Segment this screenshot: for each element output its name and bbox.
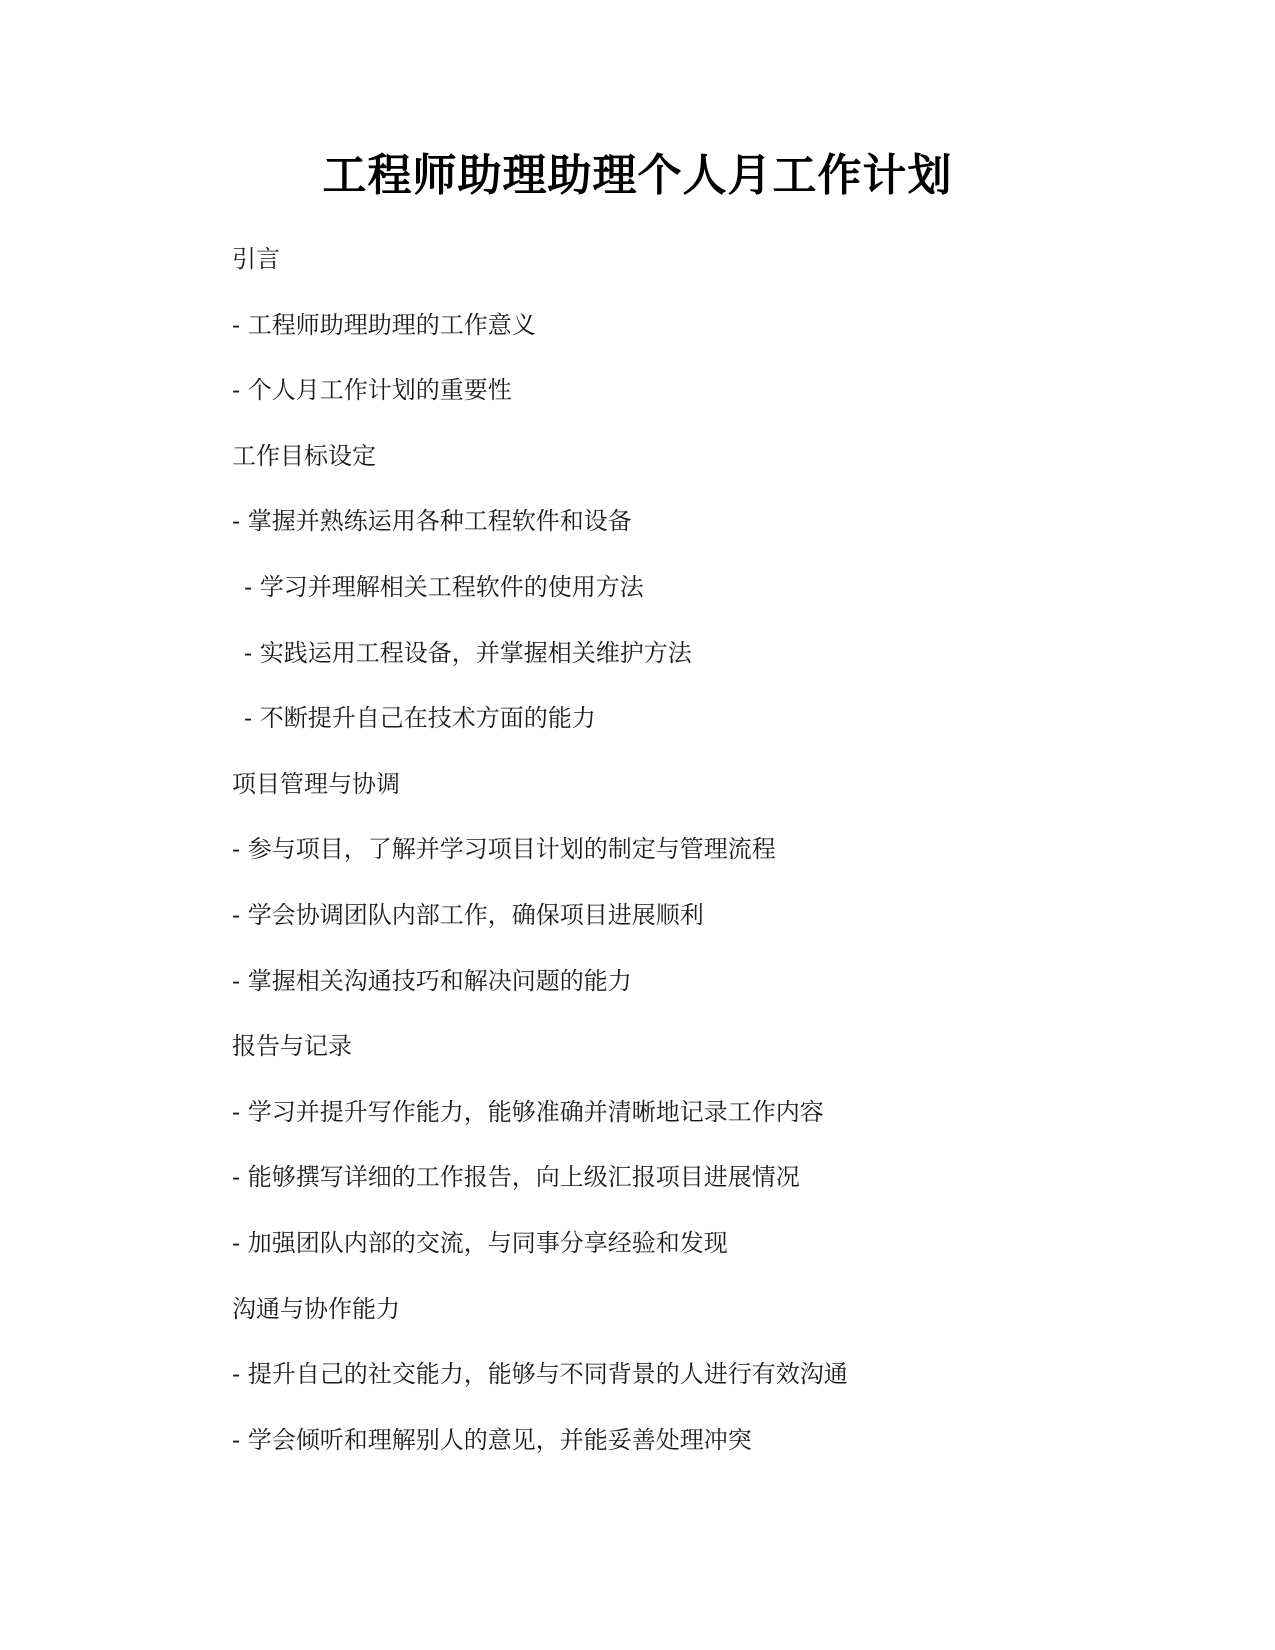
section-heading: 工作目标设定 [232, 441, 376, 470]
list-item: - 学习并理解相关工程软件的使用方法 [244, 572, 644, 601]
section-heading: 报告与记录 [232, 1032, 352, 1061]
list-item: - 学习并提升写作能力，能够准确并清晰地记录工作内容 [232, 1097, 824, 1126]
list-item: - 掌握相关沟通技巧和解决问题的能力 [232, 966, 632, 995]
list-item: - 不断提升自己在技术方面的能力 [244, 704, 596, 733]
list-item: - 参与项目，了解并学习项目计划的制定与管理流程 [232, 835, 776, 864]
list-item: - 个人月工作计划的重要性 [232, 376, 512, 405]
list-item: - 实践运用工程设备，并掌握相关维护方法 [244, 638, 692, 667]
list-item: - 能够撰写详细的工作报告，向上级汇报项目进展情况 [232, 1163, 800, 1192]
section-heading: 引言 [232, 245, 280, 273]
list-item: - 学会倾听和理解别人的意见，并能妥善处理冲突 [232, 1425, 752, 1454]
list-item: - 工程师助理助理的工作意义 [232, 310, 536, 339]
document-title: 工程师助理助理个人月工作计划 [322, 150, 953, 201]
section-heading: 项目管理与协调 [232, 769, 400, 798]
document-body [232, 244, 1132, 1490]
list-item: - 加强团队内部的交流，与同事分享经验和发现 [232, 1228, 728, 1257]
list-item: - 提升自己的社交能力，能够与不同背景的人进行有效沟通 [232, 1360, 848, 1389]
list-item: - 掌握并熟练运用各种工程软件和设备 [232, 507, 632, 536]
list-item: - 学会协调团队内部工作，确保项目进展顺利 [232, 900, 704, 929]
section-heading: 沟通与协作能力 [232, 1294, 400, 1323]
